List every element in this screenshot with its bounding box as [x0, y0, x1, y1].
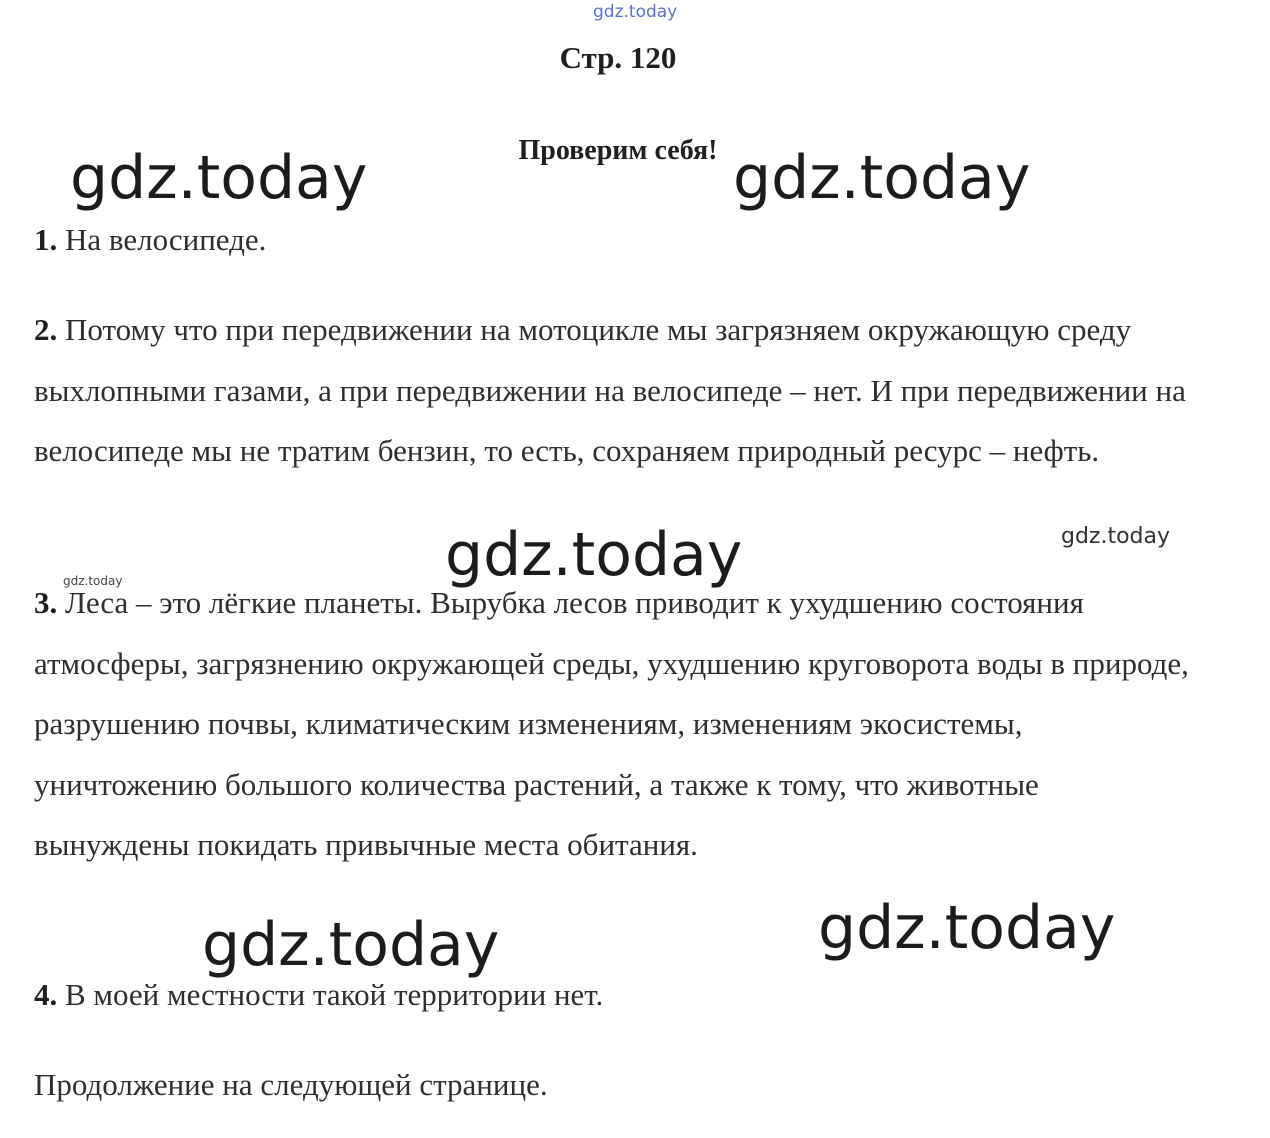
answer-text: Потому что при передвижении на мотоцикле мы загрязняем окружающую среду выхлопными газами, а при передвижении на велосипеде – нет. И при передвижении на велосипеде мы не тратим бензин, то есть, сохраняем природный ресурс – нефть. — [34, 312, 1186, 468]
answer-4 — [34, 965, 1194, 1026]
watermark: gdz.today — [733, 143, 1031, 213]
continuation-note: Продолжение на следующей странице. — [34, 1067, 548, 1102]
answer-1 — [34, 210, 1194, 271]
page-number: Стр. 120 — [559, 40, 677, 75]
answer-text: Леса – это лёгкие планеты. Вырубка лесов приводит к ухудшению состояния атмосферы, загрязнению окружающей среды, ухудшению круговорота воды в природе, разрушению почвы, климатическим изменениям, изменениям экосистемы, уничтожению большого количества растений, а также к тому, что животные вынуждены покидать привычные места обитания. — [34, 585, 1189, 862]
answer-number: 4. — [34, 977, 58, 1012]
watermark: gdz.today — [63, 574, 123, 588]
watermark: gdz.today — [1061, 524, 1171, 549]
answer-number: 2. — [34, 312, 58, 347]
answer-2 — [34, 300, 1194, 482]
answer-text: На велосипеде. — [65, 222, 267, 257]
watermark: gdz.today — [445, 520, 743, 590]
answer-number: 3. — [34, 585, 58, 620]
watermark: gdz.today — [818, 893, 1116, 963]
watermark: gdz.today — [70, 143, 368, 213]
answer-3 — [34, 573, 1194, 876]
answer-number: 1. — [34, 222, 58, 257]
watermark-top: gdz.today — [593, 2, 678, 22]
section-title: Проверим себя! — [518, 135, 718, 166]
answer-text: В моей местности такой территории нет. — [65, 977, 604, 1012]
watermark: gdz.today — [202, 910, 500, 980]
